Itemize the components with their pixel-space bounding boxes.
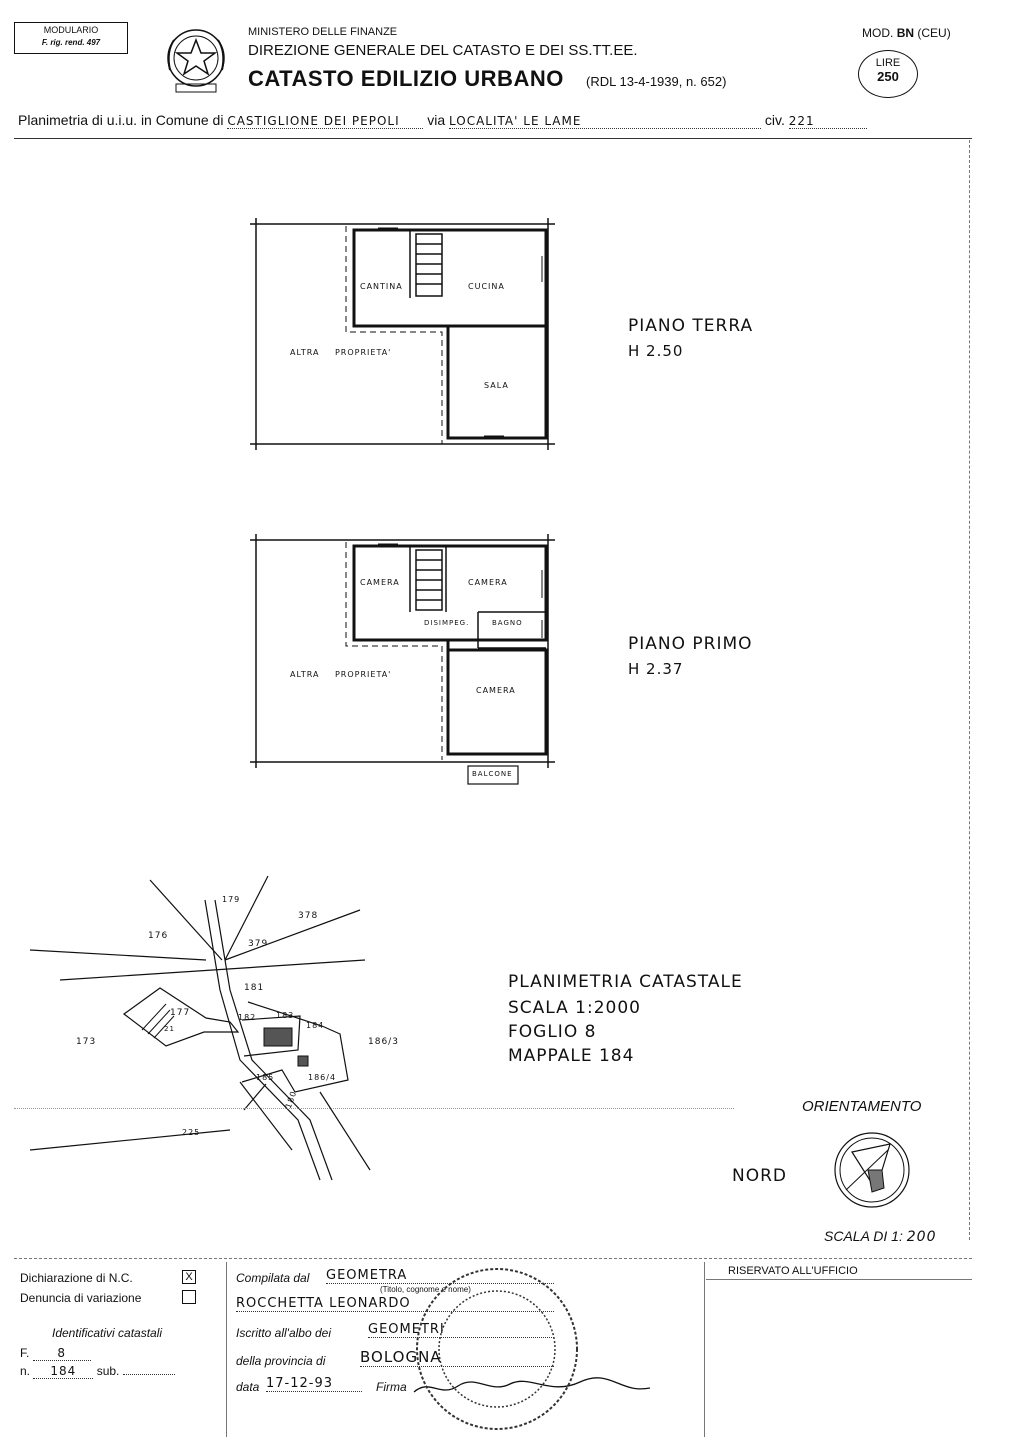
nord-label: NORD xyxy=(732,1166,787,1186)
compass-icon xyxy=(832,1130,912,1215)
mod-code xyxy=(862,26,951,40)
parcel-181: 181 xyxy=(244,983,265,993)
parcel-379: 379 xyxy=(248,939,269,949)
scale-value: 200 xyxy=(906,1229,937,1245)
scale-prefix: SCALA DI 1: xyxy=(824,1228,903,1244)
frame-top-rule xyxy=(14,138,972,139)
iscritto-value: GEOMETRI xyxy=(368,1322,554,1338)
map-foglio: FOGLIO 8 xyxy=(508,1022,597,1042)
foglio-field xyxy=(20,1346,91,1361)
parcel-378: 378 xyxy=(298,911,319,921)
parcel-184: 184 xyxy=(306,1021,325,1030)
riservato-rule xyxy=(706,1279,972,1280)
denuncia-label: Denuncia di variazione xyxy=(20,1291,142,1305)
emblem-icon xyxy=(160,22,232,96)
parcel-182: 182 xyxy=(238,1013,257,1022)
parcel-185: 185 xyxy=(256,1073,275,1082)
cadastral-map xyxy=(30,870,410,1190)
footer-top-rule xyxy=(14,1258,972,1259)
footer-col-rule-2 xyxy=(704,1262,705,1437)
map-scala: SCALA 1:2000 xyxy=(508,998,641,1018)
dichiarazione-label: Dichiarazione di N.C. xyxy=(20,1271,133,1285)
lire-stamp xyxy=(858,50,918,98)
provincia-value: BOLOGNA xyxy=(360,1348,554,1367)
parcel-179: 179 xyxy=(222,895,241,904)
mod-suffix: (CEU) xyxy=(917,26,951,40)
mod-bn: BN xyxy=(896,26,915,40)
parcel-176: 176 xyxy=(148,931,169,941)
denuncia-checkbox[interactable] xyxy=(182,1290,196,1304)
floor-first-title: PIANO PRIMO xyxy=(628,634,753,654)
via-value: LOCALITA' LE LAME xyxy=(449,114,761,129)
identificativi-label: Identificativi catastali xyxy=(52,1326,163,1340)
parcel-180: 180 xyxy=(283,1089,299,1110)
numero-field xyxy=(20,1364,175,1379)
frame-right-rule xyxy=(969,140,970,1240)
map-title: PLANIMETRIA CATASTALE xyxy=(508,972,743,992)
floor-first-height: H 2.37 xyxy=(628,660,684,678)
parcel-173: 173 xyxy=(76,1037,97,1047)
f-label: F. xyxy=(20,1346,30,1360)
sub-label: sub. xyxy=(96,1364,120,1378)
f-value: 8 xyxy=(33,1346,91,1361)
modulario-ref: F. rig. rend. 497 xyxy=(41,38,101,47)
official-stamp xyxy=(412,1264,582,1439)
parcel-177: 177 xyxy=(170,1008,191,1018)
room-cantina: CANTINA xyxy=(360,282,403,291)
room-altra-proprieta-first: ALTRA PROPRIETA' xyxy=(290,670,392,679)
iscritto-label: Iscritto all'albo dei xyxy=(236,1326,332,1340)
room-disimpeg: DISIMPEG. xyxy=(424,619,470,627)
direzione-text: DIREZIONE GENERALE DEL CATASTO E DEI SS.TT.EE. xyxy=(248,42,638,59)
room-camera-1: CAMERA xyxy=(360,578,400,587)
parcel-186-4: 186/4 xyxy=(308,1073,337,1082)
planimetria-prefix: Planimetria di u.i.u. in Comune di xyxy=(18,112,224,128)
scale-label xyxy=(824,1228,936,1245)
map-mappale: MAPPALE 184 xyxy=(508,1046,635,1066)
parcel-21: 21 xyxy=(164,1025,175,1033)
lire-value: 250 xyxy=(877,69,899,84)
catasto-title: CATASTO EDILIZIO URBANO xyxy=(248,66,564,91)
dichiarazione-checkbox[interactable]: X xyxy=(182,1270,196,1284)
floor-plan-ground xyxy=(250,218,560,458)
floor-plan-first xyxy=(250,534,560,794)
parcel-183: 183 xyxy=(276,1011,295,1020)
compilata-value: GEOMETRA xyxy=(326,1268,554,1284)
sub-value xyxy=(123,1374,175,1375)
map-baseline xyxy=(14,1108,734,1109)
floor-ground-height: H 2.50 xyxy=(628,342,684,360)
civ-value: 221 xyxy=(789,114,867,129)
titolo-note: (Titolo, cognome e nome) xyxy=(380,1285,471,1294)
compilata-label: Compilata dal xyxy=(236,1271,310,1285)
comune-value: CASTIGLIONE DEI PEPOLI xyxy=(227,114,423,129)
rdl-text: (RDL 13-4-1939, n. 652) xyxy=(586,74,727,89)
firma-label: Firma xyxy=(376,1380,407,1394)
provincia-label: della provincia di xyxy=(236,1354,326,1368)
ministry-text: MINISTERO DELLE FINANZE xyxy=(248,26,398,38)
modulario-box xyxy=(14,22,128,54)
orientation-label: ORIENTAMENTO xyxy=(802,1098,922,1115)
modulario-label: MODULARIO xyxy=(43,25,99,35)
data-label: data xyxy=(236,1380,260,1394)
footer-col-rule-1 xyxy=(226,1262,227,1437)
n-value: 184 xyxy=(33,1364,93,1379)
nome-value: ROCCHETTA LEONARDO xyxy=(236,1296,554,1312)
planimetria-line xyxy=(18,112,963,132)
room-camera-3: CAMERA xyxy=(476,686,516,695)
parcel-225: 225 xyxy=(182,1128,201,1137)
room-cucina: CUCINA xyxy=(468,282,505,291)
room-bagno: BAGNO xyxy=(492,619,523,627)
riservato-label: RISERVATO ALL'UFFICIO xyxy=(728,1265,858,1277)
room-sala: SALA xyxy=(484,381,509,390)
floor-ground-title: PIANO TERRA xyxy=(628,316,754,336)
civ-label: civ. xyxy=(764,112,785,128)
data-value: 17-12-93 xyxy=(266,1376,362,1392)
room-altra-proprieta-ground: ALTRA PROPRIETA' xyxy=(290,348,392,357)
room-camera-2: CAMERA xyxy=(468,578,508,587)
n-label: n. xyxy=(20,1364,31,1378)
lire-label: LIRE xyxy=(875,57,901,69)
mod-prefix: MOD. xyxy=(862,26,894,40)
room-balcone: BALCONE xyxy=(472,770,513,778)
parcel-186-3: 186/3 xyxy=(368,1037,399,1047)
via-label: via xyxy=(427,112,446,128)
